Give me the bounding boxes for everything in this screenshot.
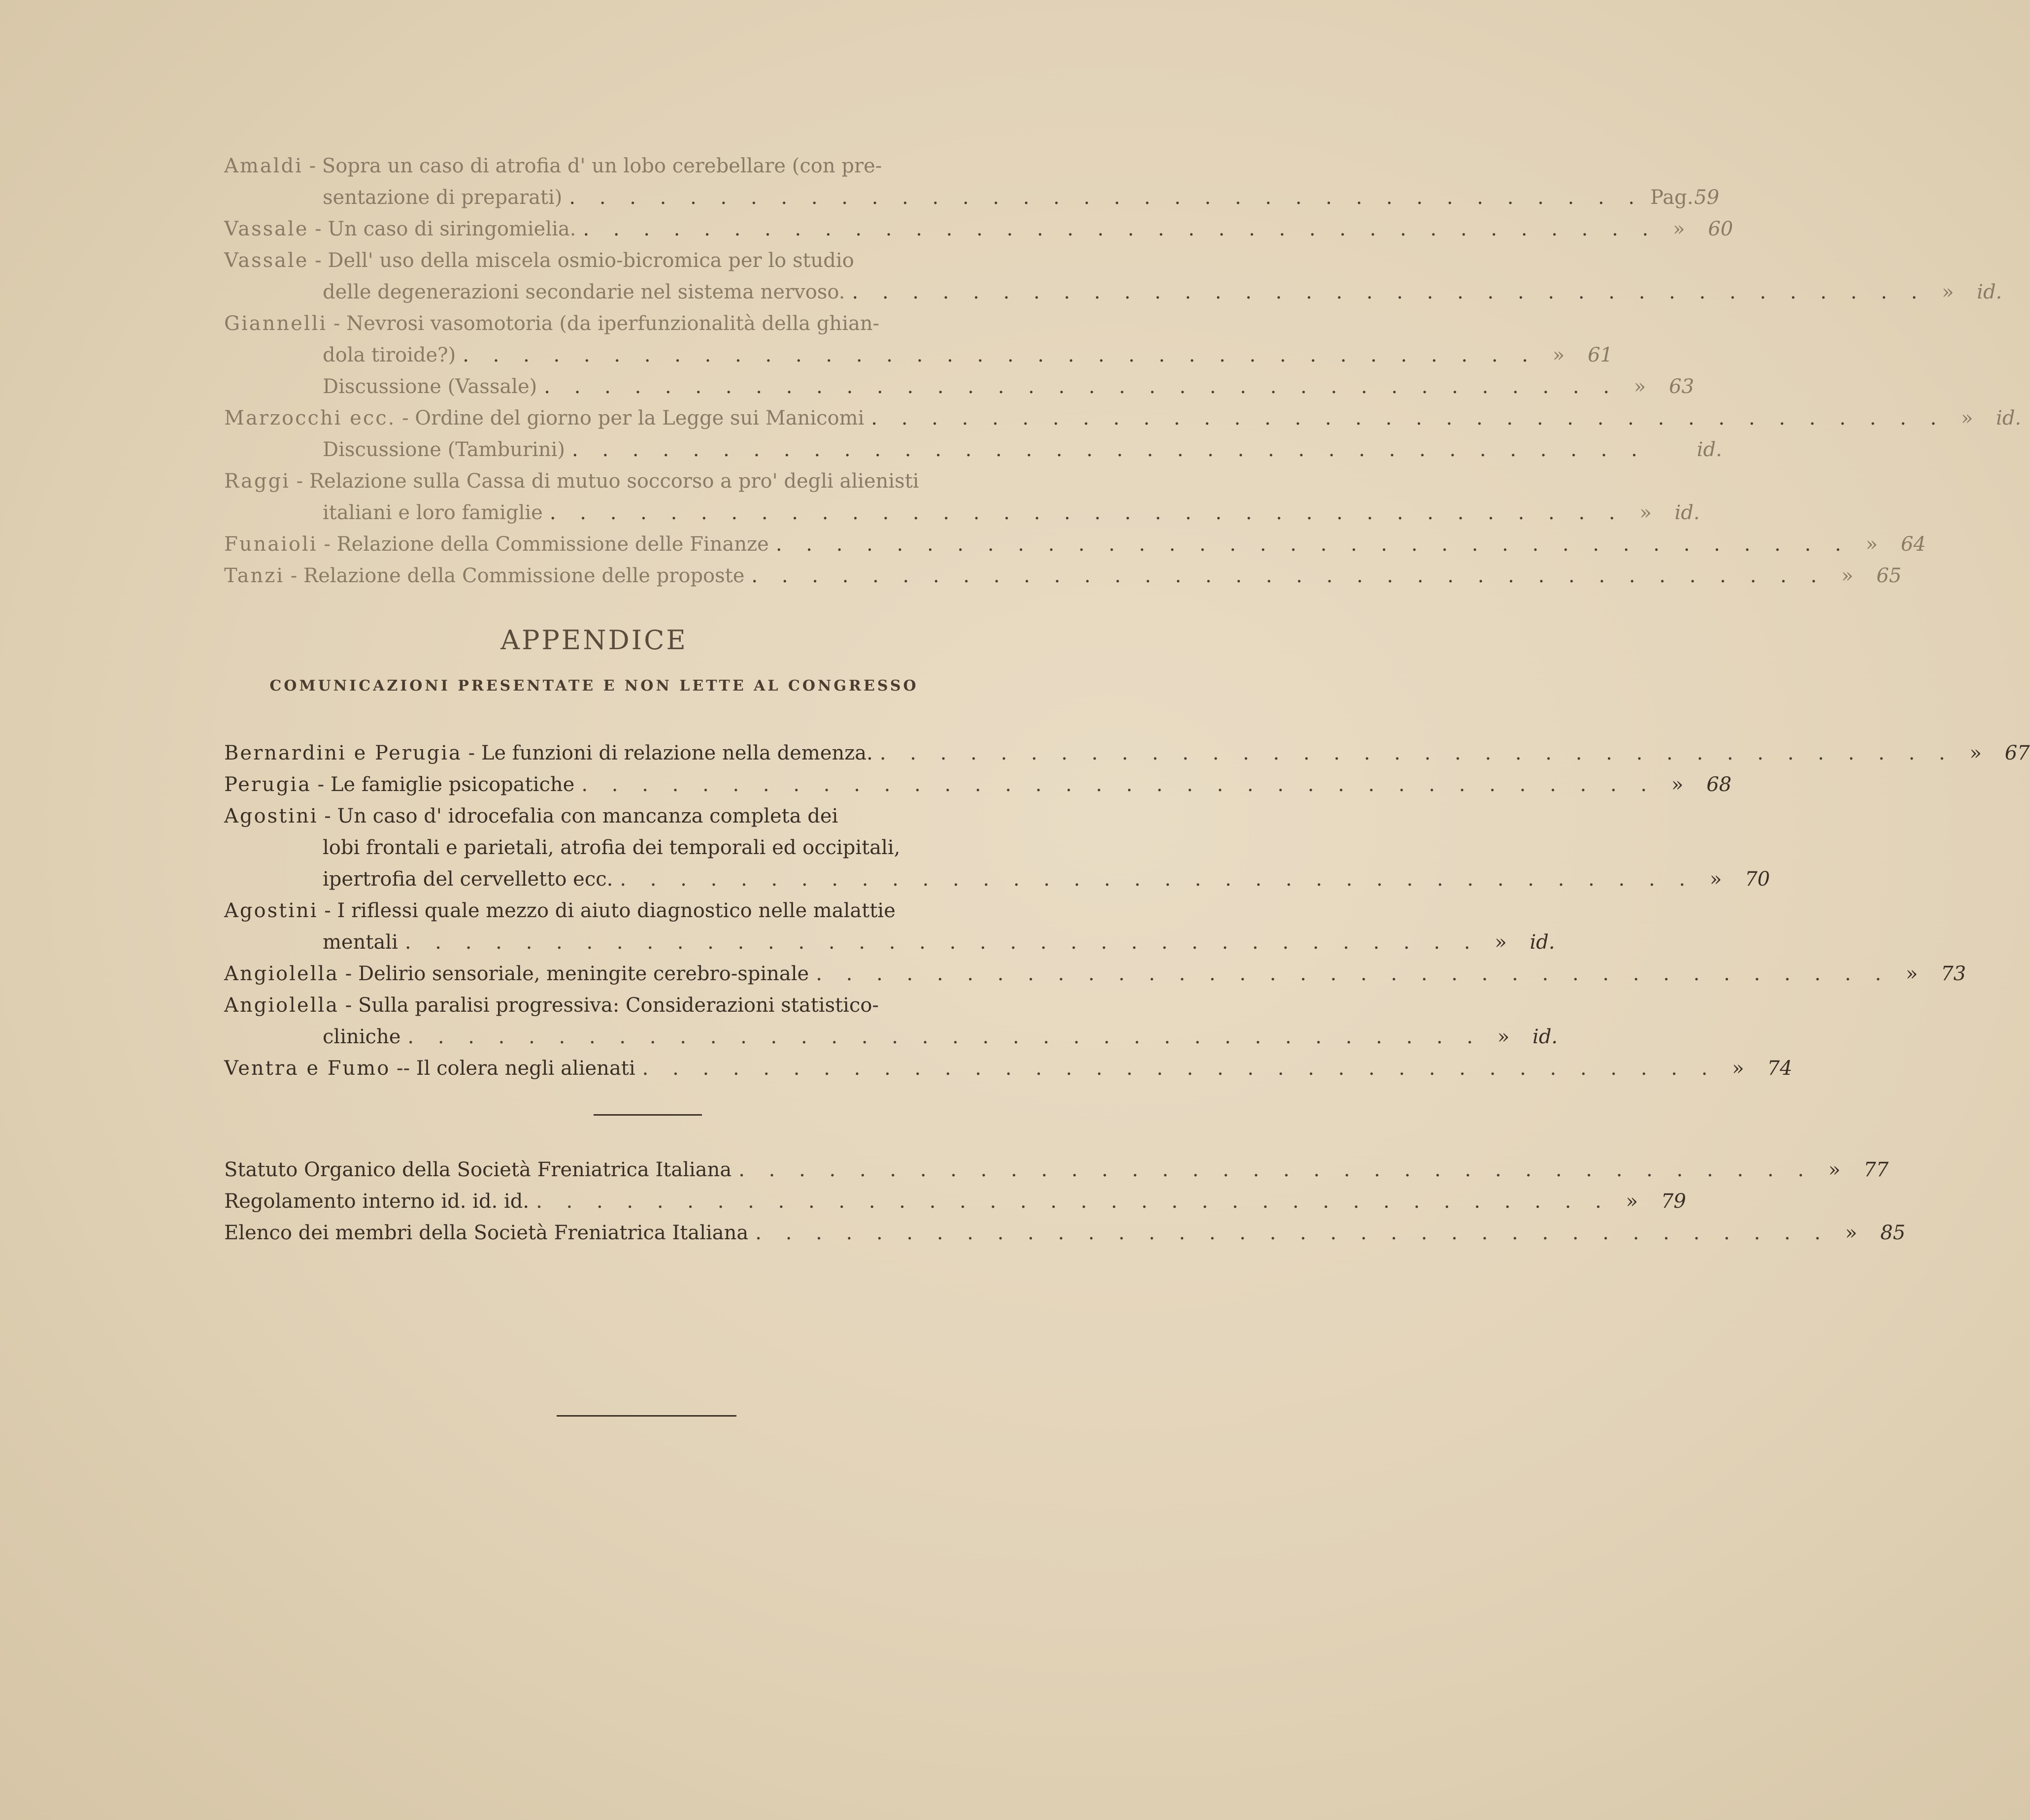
- dot-leader: . . . . . . . . . . . . . . . . . . . . . . . . . . . . . . . . . . . .: [536, 1190, 1610, 1213]
- section-divider-rule: [594, 1114, 702, 1116]
- page-number: 70: [1745, 868, 1770, 891]
- toc-entry-text: [323, 497, 543, 529]
- page-number: id.: [1996, 407, 2022, 430]
- toc-entry: [224, 245, 1094, 276]
- ditto-mark: »: [1841, 564, 1854, 587]
- ditto-mark: »: [1732, 1057, 1744, 1080]
- dot-leader: . . . . . . . . . . . . . . . . . . . . . . . . . . . . . . . . . . . .: [544, 375, 1619, 398]
- toc-entry: [224, 895, 1094, 927]
- page-number: id.: [1530, 931, 1555, 954]
- page-number: id.: [1532, 1026, 1558, 1048]
- dot-leader: . . . . . . . . . . . . . . . . . . . . . . . . . . . . . . . . . . . .: [751, 564, 1826, 587]
- toc-entry: [224, 927, 1555, 958]
- page-number: 64: [1900, 533, 1926, 556]
- toc-entry: [224, 560, 1902, 592]
- page-number: 79: [1661, 1190, 1686, 1213]
- dot-leader: . . . . . . . . . . . . . . . . . . . . . . . . . . . . . . . . . . . .: [642, 1057, 1717, 1080]
- toc-entry-author: Vassale: [224, 249, 309, 272]
- dot-leader: . . . . . . . . . . . . . . . . . . . . . . . . . . . . . . . . . . . .: [549, 501, 1624, 524]
- toc-entry-text: [224, 308, 879, 339]
- toc-entry-title: Elenco dei membri della Società Freniatrica Italiana: [224, 1222, 749, 1244]
- dot-leader: . . . . . . . . . . . . . . . . . . . . . . . . . . . . . . . . . . . .: [620, 868, 1695, 891]
- toc-entry-title: - Sopra un caso di atrofia d' un lobo cerebellare (con pre-: [309, 155, 882, 177]
- dot-leader: . . . . . . . . . . . . . . . . . . . . . . . . . . . . . . . . . . . .: [755, 1222, 1830, 1244]
- toc-entry-title: - Ordine del giorno per la Legge sui Manicomi: [402, 407, 865, 430]
- ditto-mark: »: [1969, 742, 1982, 764]
- dot-leader: . . . . . . . . . . . . . . . . . . . . . . . . . . . . . . . . . . . .: [581, 773, 1656, 796]
- ditto-mark: »: [1709, 868, 1722, 891]
- ditto-mark: »: [1639, 501, 1652, 524]
- ditto-mark: »: [1905, 962, 1918, 985]
- ditto-mark: »: [1828, 1158, 1841, 1181]
- toc-entry-title: cliniche: [323, 1026, 401, 1048]
- toc-entry-text: [323, 863, 613, 895]
- toc-entry-title: - Relazione della Commissione delle proposte: [290, 564, 745, 587]
- toc-entry: [224, 276, 2002, 308]
- toc-entry-title: - Relazione della Commissione delle Finanze: [324, 533, 769, 556]
- ditto-mark: »: [1497, 1026, 1510, 1048]
- page-number: 60: [1708, 218, 1733, 240]
- toc-entry-text: [224, 737, 873, 769]
- dot-leader: . . . . . . . . . . . . . . . . . . . . . . . . . . . . . . . . . . . .: [852, 281, 1927, 303]
- dot-leader: . . . . . . . . . . . . . . . . . . . . . . . . . . . . . . . . . . . .: [572, 438, 1646, 461]
- toc-entry-text: [224, 769, 574, 800]
- ditto-mark: »: [1626, 1190, 1638, 1213]
- page-number: 61: [1588, 344, 1613, 366]
- appendix-subheading: COMUNICAZIONI PRESENTATE E NON LETTE AL CONGRESSO: [269, 677, 919, 695]
- toc-entry-text: [224, 1217, 748, 1249]
- toc-entry: [224, 529, 1926, 560]
- page-number: 73: [1941, 962, 1966, 985]
- toc-entry-title: - Sulla paralisi progressiva: Considerazioni statistico-: [345, 994, 879, 1017]
- toc-entry-title: - Un caso d' idrocefalia con mancanza completa dei: [324, 805, 838, 827]
- toc-entry-text: [323, 1021, 400, 1053]
- toc-entry-title: ipertrofia del cervelletto ecc.: [323, 868, 613, 891]
- toc-entry: [224, 308, 1094, 339]
- toc-entry-text: [224, 465, 919, 497]
- toc-entry: [224, 958, 1966, 990]
- toc-entry-title: - Relazione sulla Cassa di mutuo soccorso a pro' degli alienisti: [296, 470, 919, 493]
- toc-entry-title: Discussione (Tamburini): [323, 438, 566, 461]
- toc-entry: [224, 371, 1695, 402]
- toc-entry-title: Discussione (Vassale): [323, 375, 537, 398]
- toc-entry-author: Marzocchi ecc.: [224, 407, 396, 430]
- ditto-mark: »: [1845, 1222, 1858, 1244]
- toc-entry: [224, 1217, 1906, 1249]
- toc-entry: [224, 402, 2022, 434]
- toc-entry-text: [224, 245, 854, 276]
- toc-entry: [224, 434, 1722, 465]
- toc-entry: [224, 150, 1094, 182]
- toc-entry-author: Tanzi: [224, 564, 285, 587]
- toc-entry: [224, 769, 1732, 800]
- toc-entry-author: Amaldi: [224, 155, 303, 177]
- dot-leader: . . . . . . . . . . . . . . . . . . . . . . . . . . . . . . . . . . . .: [404, 931, 1479, 954]
- toc-entry-author: Bernardini e Perugia: [224, 742, 462, 764]
- ditto-mark: »: [1942, 281, 1954, 303]
- dot-leader: . . . . . . . . . . . . . . . . . . . . . . . . . . . . . . . . . . . .: [463, 344, 1537, 366]
- toc-entry-text: [323, 927, 398, 958]
- toc-entry: [224, 737, 2030, 769]
- toc-entry: [224, 465, 1094, 497]
- toc-entry: [224, 1053, 1793, 1084]
- toc-entry-title: -- Il colera negli alienati: [397, 1057, 635, 1080]
- toc-entry-text: [224, 560, 744, 592]
- toc-entry-text: [224, 529, 769, 560]
- toc-entry-text: [224, 402, 864, 434]
- dot-leader: . . . . . . . . . . . . . . . . . . . . . . . . . . . . . . . . . . . .: [569, 186, 1644, 209]
- toc-entry-text: [224, 1186, 529, 1217]
- toc-entry-text: [224, 1053, 635, 1084]
- toc-entry: [224, 182, 1720, 213]
- appendix-heading: APPENDICE: [500, 625, 688, 656]
- dot-leader: . . . . . . . . . . . . . . . . . . . . . . . . . . . . . . . . . . . .: [879, 742, 1954, 764]
- toc-entry: [224, 863, 1770, 895]
- toc-entry-title: - Nevrosi vasomotoria (da iperfunzionalità della ghian-: [333, 312, 880, 335]
- toc-entry-title: - I riflessi quale mezzo di aiuto diagnostico nelle malattie: [324, 899, 896, 922]
- toc-entry-title: - Le funzioni di relazione nella demenza.: [468, 742, 873, 764]
- toc-entry-text: [323, 339, 456, 371]
- toc-entry-author: Agostini: [224, 805, 318, 827]
- page-number: 68: [1706, 773, 1732, 796]
- toc-entry-author: Vassale: [224, 218, 309, 240]
- toc-entry-text: [224, 150, 882, 182]
- toc-entry-author: Funaioli: [224, 533, 318, 556]
- toc-entry: [224, 1021, 1558, 1053]
- dot-leader: . . . . . . . . . . . . . . . . . . . . . . . . . . . . . . . . . . . .: [816, 962, 1890, 985]
- toc-entry-text: [323, 276, 845, 308]
- toc-entry-text: [224, 990, 879, 1021]
- toc-entry-title: - Le famiglie psicopatiche: [317, 773, 575, 796]
- page-number: 85: [1880, 1222, 1906, 1244]
- toc-section-statutes: [224, 1154, 1906, 1249]
- page-number: 77: [1864, 1158, 1889, 1181]
- toc-entry-title: sentazione di preparati): [323, 186, 563, 209]
- dot-leader: . . . . . . . . . . . . . . . . . . . . . . . . . . . . . . . . . . . .: [738, 1158, 1813, 1181]
- toc-entry-author: Giannelli: [224, 312, 328, 335]
- page-number: 74: [1767, 1057, 1793, 1080]
- toc-entry-text: [224, 800, 838, 832]
- toc-entry: [224, 1154, 1889, 1186]
- dot-leader: . . . . . . . . . . . . . . . . . . . . . . . . . . . . . . . . . . . .: [775, 533, 1850, 556]
- page-number: id.: [1977, 281, 2002, 303]
- toc-entry: [224, 800, 1094, 832]
- toc-entry-title: Statuto Organico della Società Freniatrica Italiana: [224, 1158, 732, 1181]
- page-number: id.: [1697, 438, 1722, 461]
- toc-entry-author: Angiolella: [224, 994, 339, 1017]
- toc-entry: [224, 990, 1094, 1021]
- page-number: id.: [1674, 501, 1700, 524]
- toc-entry: [224, 1186, 1686, 1217]
- toc-entry-author: Angiolella: [224, 962, 339, 985]
- toc-entry-title: Regolamento interno id. id. id.: [224, 1190, 530, 1213]
- dot-leader: . . . . . . . . . . . . . . . . . . . . . . . . . . . . . . . . . . . .: [871, 407, 1946, 430]
- toc-entry-title: italiani e loro famiglie: [323, 501, 543, 524]
- ditto-mark: Pag.: [1650, 186, 1694, 209]
- ditto-mark: »: [1552, 344, 1565, 366]
- toc-entry-author: Agostini: [224, 899, 318, 922]
- ditto-mark: »: [1865, 533, 1878, 556]
- dot-leader: . . . . . . . . . . . . . . . . . . . . . . . . . . . . . . . . . . . .: [583, 218, 1658, 240]
- toc-entry-text: [224, 895, 896, 927]
- toc-entry: [224, 832, 1094, 863]
- ditto-mark: »: [1961, 407, 1973, 430]
- closing-rule: [557, 1415, 736, 1417]
- toc-entry-author: Ventra e Fumo: [224, 1057, 391, 1080]
- toc-entry-author: Raggi: [224, 470, 290, 493]
- toc-entry: [224, 339, 1613, 371]
- dot-leader: . . . . . . . . . . . . . . . . . . . . . . . . . . . . . . . . . . . .: [407, 1026, 1482, 1048]
- ditto-mark: »: [1671, 773, 1684, 796]
- toc-entry-text: [323, 371, 537, 402]
- toc-entry-text: [323, 832, 900, 863]
- toc-entry-title: mentali: [323, 931, 398, 954]
- toc-section-proceedings: [224, 150, 2022, 592]
- toc-entry-title: dola tiroide?): [323, 344, 456, 366]
- page-number: 67: [2004, 742, 2030, 764]
- toc-section-appendix: [224, 737, 2030, 1084]
- toc-entry-text: [224, 1154, 732, 1186]
- toc-entry: [224, 213, 1733, 245]
- toc-entry-text: [323, 182, 562, 213]
- toc-entry-title: delle degenerazioni secondarie nel sistema nervoso.: [323, 281, 845, 303]
- page-number: 65: [1876, 564, 1902, 587]
- toc-entry-text: [224, 958, 809, 990]
- toc-entry: [224, 497, 1700, 529]
- page-number: 63: [1669, 375, 1695, 398]
- toc-entry-title: - Delirio sensoriale, meningite cerebro-spinale: [345, 962, 809, 985]
- toc-entry-text: [224, 213, 576, 245]
- toc-entry-text: [323, 434, 565, 465]
- page-number: 59: [1694, 186, 1720, 209]
- ditto-mark: »: [1673, 218, 1685, 240]
- toc-entry-title: - Dell' uso della miscela osmio-bicromica per lo studio: [315, 249, 854, 272]
- toc-entry-title: - Un caso di siringomielia.: [315, 218, 576, 240]
- ditto-mark: »: [1633, 375, 1646, 398]
- ditto-mark: »: [1495, 931, 1507, 954]
- toc-entry-title: lobi frontali e parietali, atrofia dei temporali ed occipitali,: [323, 836, 900, 859]
- toc-entry-author: Perugia: [224, 773, 311, 796]
